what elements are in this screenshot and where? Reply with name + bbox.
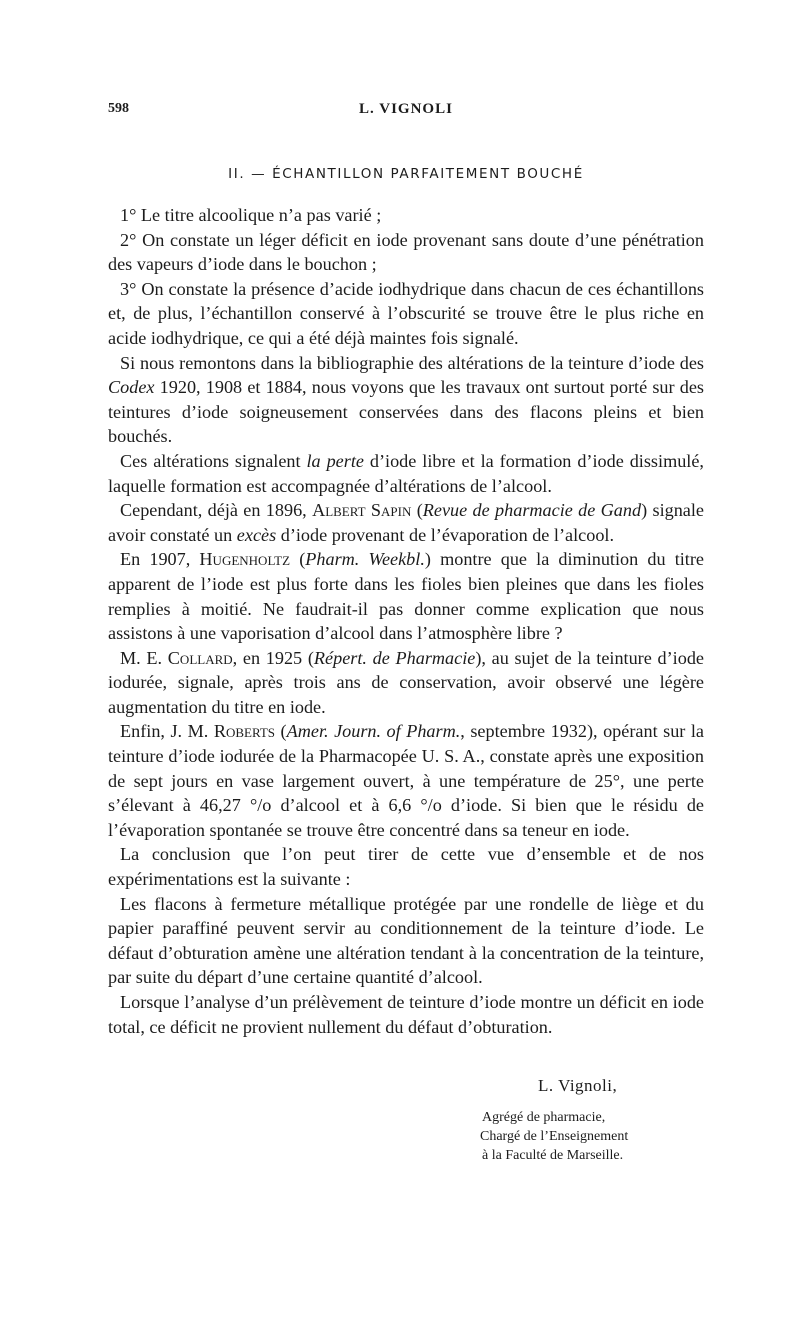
p4-codex: Codex [108,377,155,398]
p8-journal: Répert. de Pharmacie [313,647,476,668]
p8-text-c: , en 1925 ( [232,647,314,668]
running-head: L. VIGNOLI [359,101,453,117]
paragraph-8 [108,646,704,720]
page-header [108,101,704,123]
paragraph-2: 2° On constate un léger déficit en iode provenant sans doute d’une pénétration des vapeurs d’iode dans le bouchon ; [108,229,704,275]
author-signature: L. Vignoli, [538,1076,618,1095]
p9-text-e: , septembre 1932), opérant sur la teinture d’iode iodurée de la Pharmacopée U. S. A., constate après une exposition de sept jours en vase largement ouvert, à une température de 25°, une perte s’élevant à 46,27 °/o d’alcool et à 6,6 °/o d’iode. Si bien que le résidu de l’évaporation spontanée se trouve être concentré dans sa teneur en iode. [108,721,705,840]
p5-text-a: Ces altérations signalent [120,450,307,471]
p8-author: Collard [167,647,233,668]
p7-author: Hugenholtz [199,549,291,570]
paragraph-3: 3° On constate la présence d’acide iodhydrique dans chacun de ces échantillons et, de plus, l’échantillon conservé à l’obscurité se trouve être le plus riche en acide iodhydrique, ce qui a été déjà maintes fois signalé. [108,278,704,348]
p7-text-e: ) montre que la diminution du titre apparent de l’iode est plus forte dans les fioles bien pleines que dans les fioles remplies à moitié. Ne faudrait-il pas donner comme explication que nous assistons à une vaporisation d’alcool dans l’atmosphère libre ? [108,549,704,644]
p7-journal: Pharm. Weekbl. [305,549,425,570]
p7-text-c: ( [290,549,306,570]
paragraph-12: Lorsque l’analyse d’un prélèvement de teinture d’iode montre un déficit en iode total, ce déficit ne provient nullement du défaut d’obturation. [108,992,704,1037]
p4-text-a: Si nous remontons dans la bibliographie des altérations de la teinture d’iode des [120,352,704,373]
paragraph-1: 1° Le titre alcoolique n’a pas varié ; [120,205,382,225]
p6-author: Albert Sapin [312,500,412,521]
p9-text-a: Enfin, J. M. [120,721,214,742]
p6-text-c: ( [411,500,423,521]
paragraph-5 [108,449,704,498]
p7-text-a: En 1907, [120,549,200,570]
p5-text-c: d’iode libre et la formation d’iode dissimulé, laquelle formation est accompagnée d’altérations de l’alcool. [108,450,704,496]
signature-block [480,1076,700,1165]
author-title-1: Agrégé de pharmacie, [482,1110,606,1125]
section-heading: II. — ÉCHANTILLON PARFAITEMENT BOUCHÉ [228,166,584,182]
p6-text-g: d’iode provenant de l’évaporation de l’alcool. [276,524,615,545]
paragraph-7 [108,547,704,645]
author-title-2: Chargé de l’Enseignement [480,1129,629,1144]
p6-journal: Revue de pharmacie de Gand [422,500,642,521]
p6-text-e: ) signale avoir constaté un [108,500,705,545]
p8-text-a: M. E. [120,647,168,668]
paragraph-4 [108,351,704,449]
p9-journal: Amer. Journ. of Pharm. [286,721,461,742]
author-title-3: à la Faculté de Marseille. [482,1148,624,1163]
paragraph-11: Les flacons à fermeture métallique protégée par une rondelle de liège et du papier paraffiné peuvent servir au conditionnement de la teinture d’iode. Le défaut d’obturation amène une altération tendant à la concentration de la teinture, par suite du départ d’une certaine quantité d’alcool. [108,893,704,988]
p8-text-e: ), au sujet de la teinture d’iode iodurée, signale, après trois ans de conservation, avoir observé une légère augmentation du titre en iode. [108,647,704,717]
p9-text-c: ( [275,721,287,742]
page-number: 598 [108,101,129,116]
article-body [108,203,704,1039]
paragraph-6 [108,498,704,547]
p6-text-a: Cependant, déjà en 1896, [120,500,313,521]
p6-exces: excès [236,524,277,545]
paragraph-9 [108,719,704,842]
paragraph-10: La conclusion que l’on peut tirer de cette vue d’ensemble et de nos expérimentations est la suivante : [108,844,704,890]
p9-author: Roberts [213,721,276,742]
p4-text-c: 1920, 1908 et 1884, nous voyons que les travaux ont surtout porté sur des teintures d’iode soigneusement conservées dans des flacons pleins et bien bouchés. [108,377,704,447]
p5-la-perte: la perte [306,450,364,471]
